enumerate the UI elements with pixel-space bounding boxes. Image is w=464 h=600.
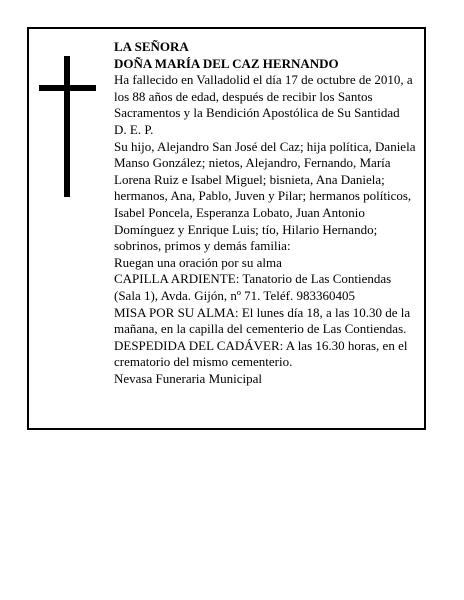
title-line-1: LA SEÑORA <box>114 39 189 54</box>
cross-horizontal-bar <box>39 85 96 91</box>
mass-info: MISA POR SU ALMA: El lunes día 18, a las 10.30 de la mañana, en la capilla del cementerio de Las Contiendas. <box>114 304 411 337</box>
prayer-request: Ruegan una oración por su alma <box>114 254 282 270</box>
chapel-info: CAPILLA ARDIENTE: Tanatorio de Las Contiendas (Sala 1), Avda. Gijón, nº 71. Teléf. 983360405 <box>114 271 392 303</box>
rip-line: D. E. P. <box>114 121 154 137</box>
death-announcement: Ha fallecido en Valladolid el día 17 de octubre de 2010, a los 88 años de edad, después de recibir los Santos Sacramentos y la Bendición Apostólica de Su Santidad <box>114 72 413 121</box>
cross-vertical-bar <box>64 56 70 197</box>
farewell-info: DESPEDIDA DEL CADÁVER: A las 16.30 horas, en el crematorio del mismo cementerio. <box>114 337 408 370</box>
deceased-name: DOÑA MARÍA DEL CAZ HERNANDO <box>114 55 339 71</box>
funeral-home: Nevasa Funeraria Municipal <box>114 370 263 386</box>
family-list: Su hijo, Alejandro San José del Caz; hija política, Daniela Manso González; nietos, Alejandro, Fernando, María Lorena Ruiz e Isabel Miguel; bisnieta, Ana Daniela; hermanos, Ana, Pablo, Juven y Pilar; hermanos políticos, Isabel Poncela, Esperanza Lobato, Juan Antonio Domínguez y Enrique Luis; tío, Hilario Hernando; sobrinos, primos y demás familia: <box>114 138 416 254</box>
obituary-text <box>114 39 419 387</box>
